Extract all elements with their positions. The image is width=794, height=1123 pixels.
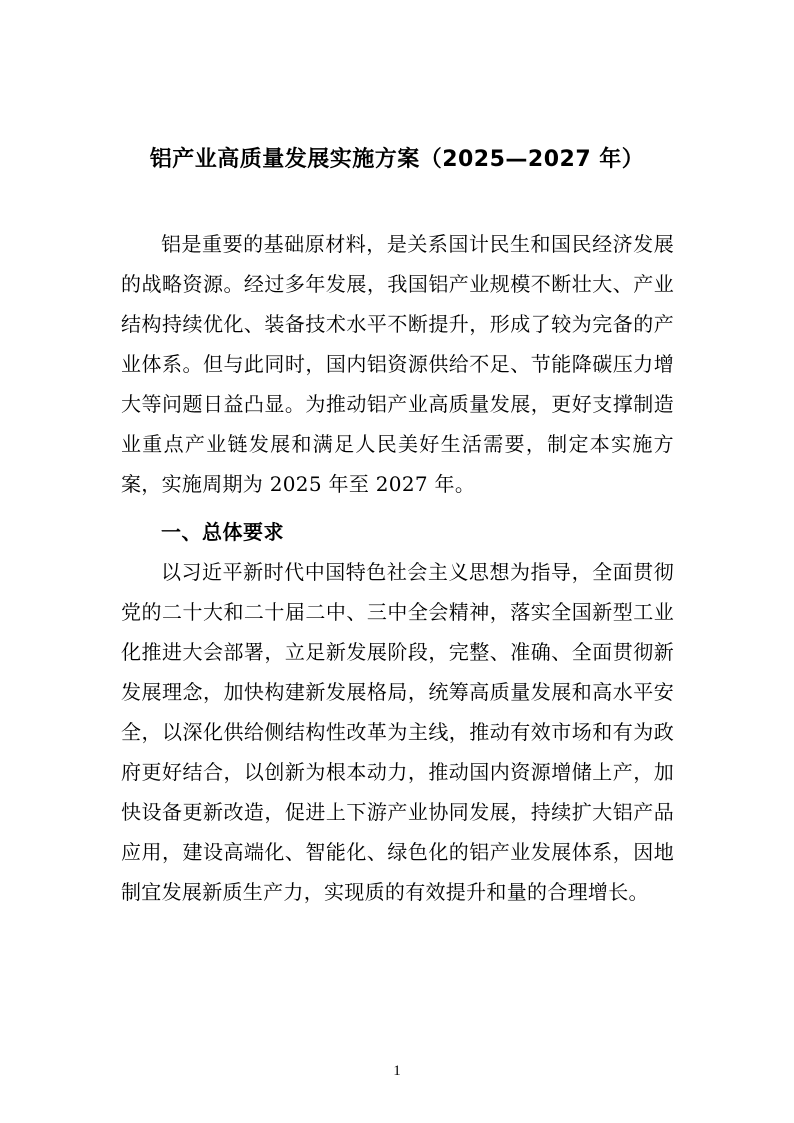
section-heading: 一、总体要求: [161, 520, 284, 544]
body-paragraph: 以习近平新时代中国特色社会主义思想为指导，全面贯彻党的二十大和二十届二中、三中全会精神，落实全国新型工业化推进大会部署，立足新发展阶段，完整、准确、全面贯彻新发展理念，加快构建新发展格局，统筹高质量发展和高水平安全，以深化供给侧结构性改革为主线，推动有效市场和有为政府更好结合，以创新为根本动力，推动国内资源增储上产，加快设备更新改造，促进上下游产业协同发展，持续扩大铝产品应用，建设高端化、智能化、绿色化的铝产业发展体系，因地制宜发展新质生产力，实现质的有效提升和量的合理增长。: [121, 560, 674, 904]
document-title: 铝产业高质量发展实施方案（2025—2027 年）: [149, 147, 645, 172]
intro-paragraph: 铝是重要的基础原材料，是关系国计民生和国民经济发展的战略资源。经过多年发展，我国铝产业规模不断壮大、产业结构持续优化、装备技术水平不断提升，形成了较为完备的产业体系。但与此同时，国内铝资源供给不足、节能降碳压力增大等问题日益凸显。为推动铝产业高质量发展，更好支撑制造业重点产业链发展和满足人民美好生活需要，制定本实施方案，实施周期为 2025 年至 2027 年。: [121, 232, 674, 496]
page-number: 1: [393, 1063, 401, 1079]
